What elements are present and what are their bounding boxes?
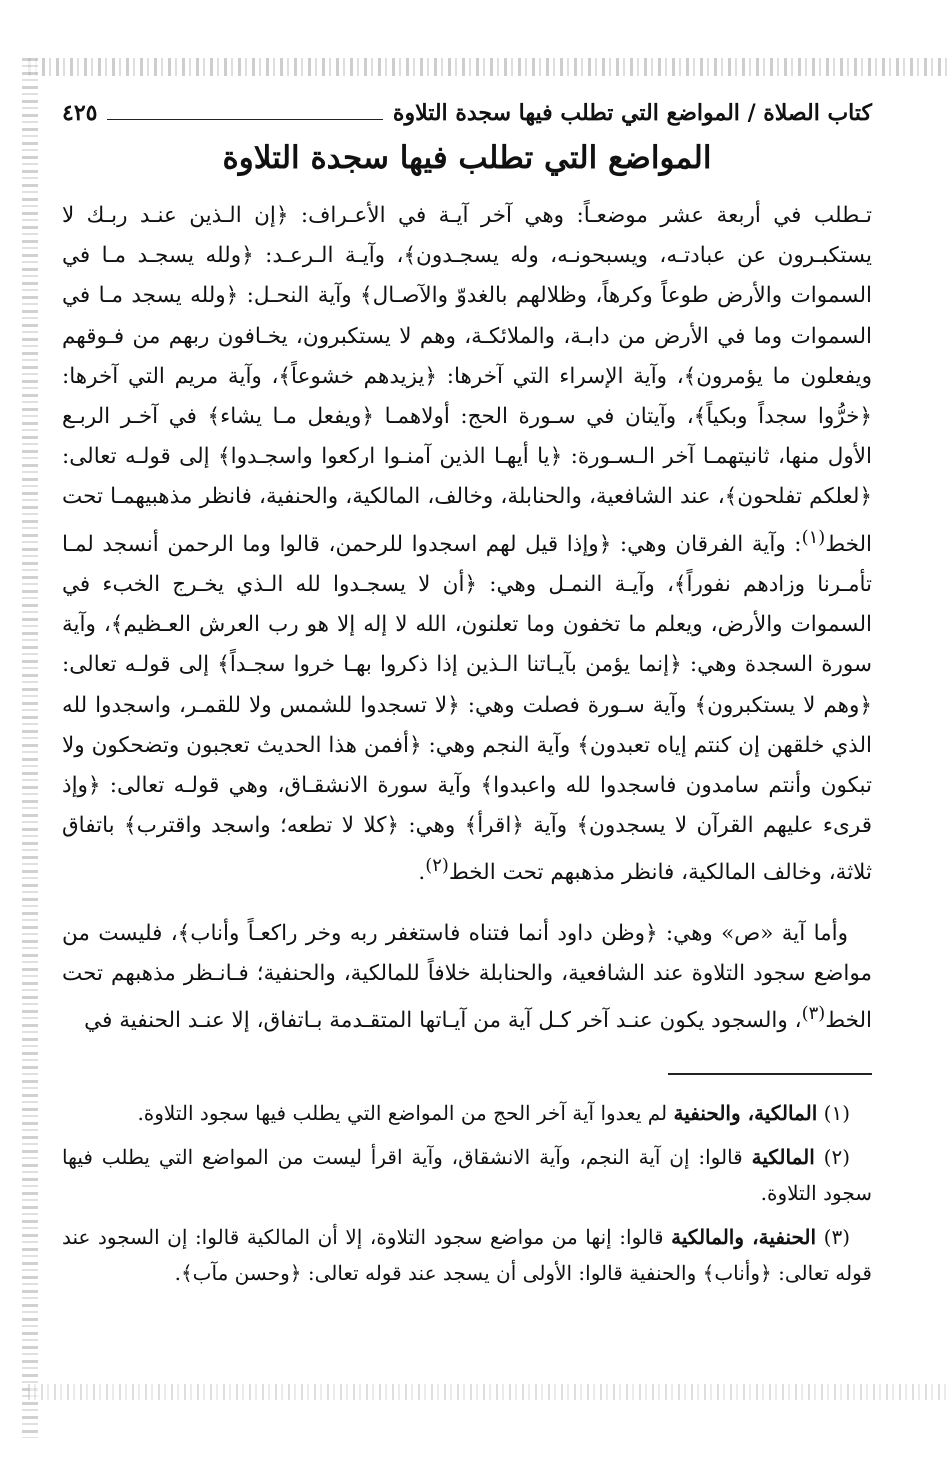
paragraph-1-part-a: تـطلب في أربعة عشر موضعـاً: وهي آخر آيـة في الأعـراف: ﴿إن الـذين عنـد ربـك لا يستكبـرون عن عبادتـه، ويسبحونـه، وله يسجـدون﴾، وآيـة الـرعـد: ﴿ولله يسجـد مـا في السموات والأرض طوعاً وكرهاً، وظلالهم بالغدوّ والآصـال﴾ وآية النحـل: ﴿ولله يسجد مـا في السموات وما في الأرض من دابـة، والملائكـة، وهم لا يستكبرون، يخـافون ربهم من فـوقهم ويفعلون ما يؤمرون﴾، وآية الإسراء التي آخرها: ﴿يزيدهم خشوعاً﴾، وآية مريم التي آخرها: ﴿خرُّوا سجداً وبكياً﴾، وآيتان في سـورة الحج: أولاهمـا ﴿ويفعل مـا يشاء﴾ في آخـر الربـع الأول منها، ثانيتهمـا آخر الـسـورة: ﴿يا أيهـا الذين آمنـوا اركعوا واسجـدوا﴾ إلى قولـه تعالى: ﴿لعلكم تفلحون﴾، عند الشافعية، والحنابلة، وخالف، المالكية، والحنفية، فانظر مذهبيهمـا تحت الخط xyxy=(62,203,872,557)
running-title: كتاب الصلاة / المواضع التي تطلب فيها سجدة التلاوة xyxy=(392,100,872,126)
footnotes xyxy=(62,1095,872,1299)
footnote-ref-2: (٢) xyxy=(425,855,449,877)
paragraph-1-part-c: . xyxy=(418,860,426,886)
footnote-3 xyxy=(62,1219,872,1291)
decorative-border-top xyxy=(28,58,950,76)
footnote-1 xyxy=(62,1095,872,1131)
decorative-border-left xyxy=(22,58,38,1438)
paragraph-2-part-b: ، والسجود يكون عنـد آخر كـل آية من آيـاتها المتقـدمة بـاتفاق، إلا عنـد الحنفية في xyxy=(84,1008,802,1034)
decorative-border-bottom xyxy=(28,1384,950,1400)
footnote-text: لم يعدوا آية آخر الحج من المواضع التي يطلب فيها سجود التلاوة. xyxy=(137,1101,674,1125)
footnote-separator xyxy=(668,1073,872,1075)
footnote-ref-3: (٣) xyxy=(801,1003,826,1025)
page-number: ٤٢٥ xyxy=(62,100,98,126)
footnote-bold: الحنفية، والمالكية xyxy=(671,1225,817,1249)
footnote-bold: المالكية xyxy=(751,1145,815,1169)
footnote-bold: المالكية، والحنفية xyxy=(673,1101,818,1125)
running-header xyxy=(62,98,872,128)
header-rule xyxy=(107,107,382,120)
footnote-text: قالوا: إن آية النجم، وآية الانشقاق، وآية اقرأ ليست من المواضع التي يطلب فيها سجود التلاوة. xyxy=(62,1145,872,1205)
section-title: المواضع التي تطلب فيها سجدة التلاوة xyxy=(222,140,712,176)
footnote-2 xyxy=(62,1139,872,1211)
footnote-marker: (٣) xyxy=(823,1225,851,1249)
paragraph-1-part-b: : وآية الفرقان وهي: ﴿وإذا قيل لهم اسجدوا للرحمن، قالوا وما الرحمن أنسجد لمـا تأمـرنا وزادهم نفوراً﴾، وآيـة النمـل وهي: ﴿أن لا يسجـدوا لله الـذي يخـرج الخبء في السموات والأرض، ويعلم ما تخفون وما تعلنون، الله لا إله إلا هو رب العرش العـظيم﴾، وآية سورة السجدة وهي: ﴿إنما يؤمن بآيـاتنا الـذين إذا ذكروا بهـا خروا سجـداً﴾ إلى قولـه تعالى: ﴿وهم لا يستكبرون﴾ وآية سـورة فصلت وهي: ﴿لا تسجدوا للشمس ولا للقمـر، واسجدوا لله الذي خلقهن إن كنتم إياه تعبدون﴾ وآية النجم وهي: ﴿أفمن هذا الحديث تعجبون وتضحكون ولا تبكون وأنتم سامدون فاسجدوا لله واعبدوا﴾ وآية سورة الانشقـاق، وهي قولـه تعالى: ﴿وإذ قرىء عليهم القرآن لا يسجدون﴾ وآية ﴿اقرأ﴾ وهي: ﴿كلا لا تطعه؛ واسجد واقترب﴾ باتفاق ثلاثة، وخالف المالكية، فانظر مذهبهم تحت الخط xyxy=(62,531,872,886)
footnote-marker: (٢) xyxy=(823,1145,851,1169)
footnote-ref-1: (١) xyxy=(801,526,826,548)
paragraph-2 xyxy=(62,914,872,1042)
body-text xyxy=(62,196,872,1042)
footnote-text: قالوا: إنها من مواضع سجود التلاوة، إلا أن المالكية قالوا: إن السجود عند قوله تعالى: ﴿وأناب﴾ والحنفية قالوا: الأولى أن يسجد عند قوله تعالى: ﴿وحسن مآب﴾. xyxy=(62,1225,872,1285)
footnote-marker: (١) xyxy=(823,1101,850,1125)
paragraph-1 xyxy=(62,196,872,894)
paragraph-2-part-a: وأما آية «ص» وهي: ﴿وظن داود أنما فتناه فاستغفر ربه وخر راكعـاً وأناب﴾، فليست من مواضع سجود التلاوة عند الشافعية، والحنابلة خلافاً للمالكية، والحنفية؛ فـانـظر مذهبهم تحت الخط xyxy=(62,920,872,1034)
